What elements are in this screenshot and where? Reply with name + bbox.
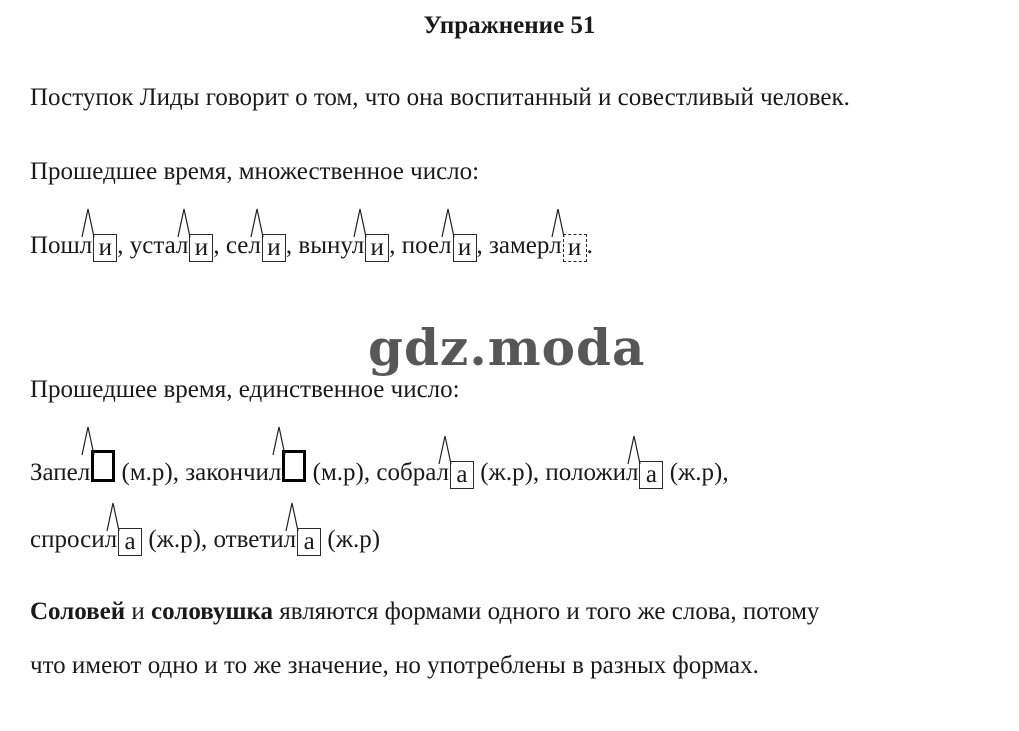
stem-arc-icon: [550, 207, 566, 237]
word-stem: вынул: [298, 232, 365, 259]
singular-word: [214, 526, 322, 556]
conclusion-line-1: [30, 598, 819, 626]
stem-arc-icon: [105, 501, 121, 531]
singular-word: [30, 450, 115, 487]
singular-word: [30, 526, 142, 556]
singular-line-1: [30, 450, 729, 489]
ending-box: [365, 234, 389, 262]
separator: .: [586, 232, 593, 259]
word-ending: а: [303, 528, 315, 555]
plural-word: [226, 232, 286, 262]
word-stem: ответил: [213, 526, 297, 553]
word-ending: и: [267, 234, 281, 261]
ending-box: [93, 234, 117, 262]
separator: ,: [476, 232, 490, 259]
conjunction: и: [125, 598, 152, 625]
word-stem: закончил: [185, 459, 282, 486]
word-ending: и: [567, 234, 582, 261]
word-ending: а: [124, 528, 136, 555]
separator: ,: [285, 232, 299, 259]
stem-arc-icon: [352, 207, 368, 237]
word-stem: устал: [129, 232, 189, 259]
ending-box: [450, 461, 474, 489]
ending-box: [189, 234, 213, 262]
separator: (ж.р),: [473, 459, 546, 486]
word-ending: а: [456, 461, 468, 488]
separator: (ж.р): [321, 526, 381, 553]
stem-arc-icon: [176, 207, 192, 237]
ending-box: [639, 461, 663, 489]
conclusion-line-2: что имеют одно и то же значение, но употреблены в разных формах.: [30, 652, 759, 679]
ending-box: [262, 234, 286, 262]
singular-word: [545, 459, 663, 489]
singular-word: [185, 450, 306, 487]
word-stem: Пошл: [30, 232, 93, 259]
ending-box: [297, 528, 321, 556]
stem-arc-icon: [437, 434, 453, 464]
separator: ,: [389, 232, 402, 259]
exercise-title: Упражнение 51: [423, 12, 596, 39]
watermark: gdz.moda: [368, 318, 646, 377]
word-ending: а: [645, 461, 657, 488]
word-stem: собрал: [376, 459, 449, 486]
paragraph-1: Поступок Лиды говорит о том, что она воспитанный и совестливый человек.: [30, 84, 850, 111]
word-ending: и: [98, 234, 112, 261]
word-stem: поел: [401, 232, 452, 259]
separator: (ж.р),: [663, 459, 729, 486]
word-stem: положил: [545, 459, 639, 486]
separator: (ж.р),: [142, 526, 214, 553]
word-ending: и: [370, 234, 384, 261]
plural-word: [489, 232, 587, 262]
stem-arc-icon: [626, 434, 642, 464]
plural-line: [30, 232, 593, 262]
ending-box: [563, 234, 587, 262]
conclusion-text-1: являются формами одного и того же слова, потому: [272, 598, 820, 625]
word-ending: и: [457, 234, 472, 261]
word-stem: спросил: [30, 526, 118, 553]
heading-singular: Прошедшее время, единственное число:: [30, 376, 460, 403]
stem-arc-icon: [249, 207, 265, 237]
word-stem: Запел: [30, 459, 91, 486]
word-stem: сел: [225, 232, 261, 259]
plural-word: [298, 232, 389, 262]
singular-line-2: [30, 526, 380, 556]
word-solovey: Соловей: [30, 598, 126, 625]
word-ending: и: [194, 234, 209, 261]
word-solovushka: соловушка: [151, 598, 273, 625]
ending-box: [453, 234, 477, 262]
ending-box: [118, 528, 142, 556]
ending-box-zero: [91, 450, 115, 482]
plural-word: [30, 232, 117, 262]
separator: (м.р),: [306, 459, 377, 486]
plural-word: [130, 232, 214, 262]
stem-arc-icon: [80, 425, 96, 455]
separator: (м.р),: [115, 459, 186, 486]
separator: ,: [213, 232, 226, 259]
stem-arc-icon: [440, 207, 456, 237]
heading-plural: Прошедшее время, множественное число:: [30, 158, 480, 185]
stem-arc-icon: [80, 207, 96, 237]
separator: ,: [117, 232, 130, 259]
stem-arc-icon: [284, 501, 300, 531]
plural-word: [402, 232, 477, 262]
stem-arc-icon: [271, 425, 287, 455]
word-stem: замерл: [489, 232, 562, 259]
singular-word: [376, 459, 474, 489]
ending-box-zero: [282, 450, 306, 482]
